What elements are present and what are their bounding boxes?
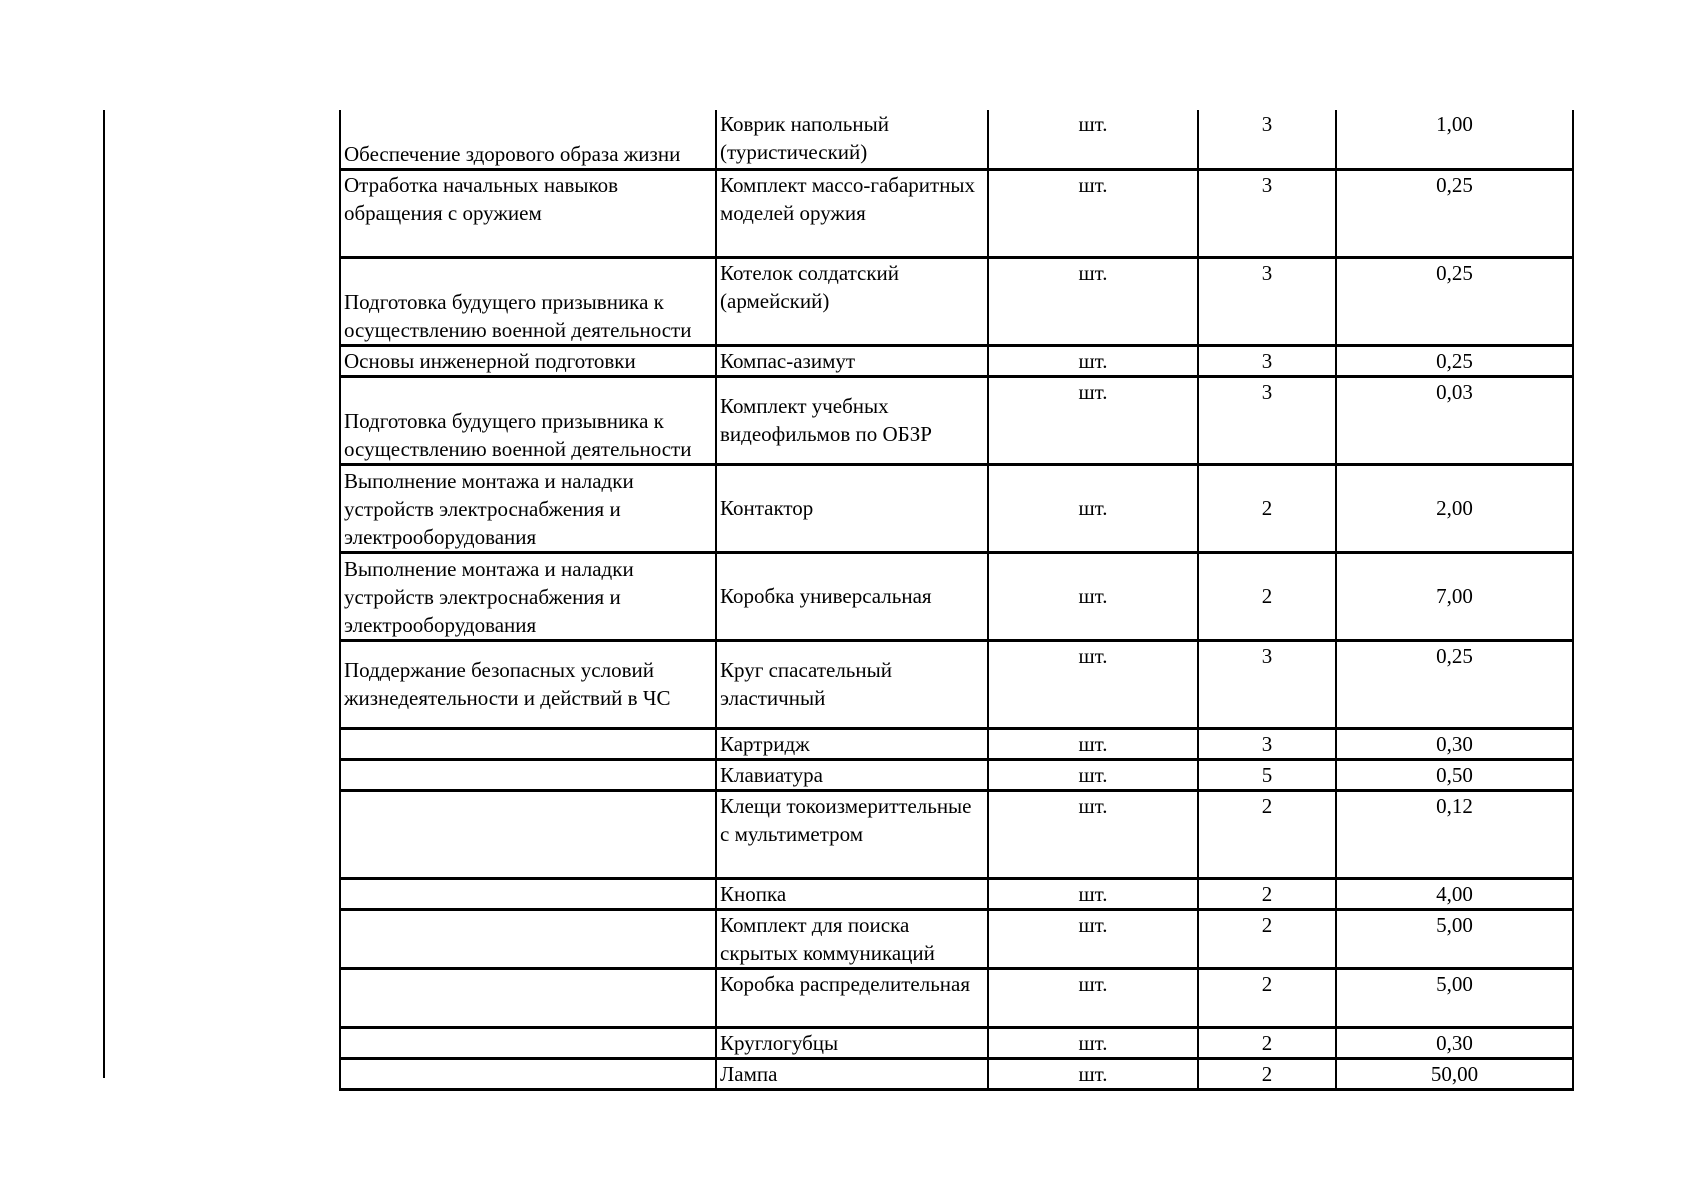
amount-cell: 0,50 <box>1336 759 1573 790</box>
unit-cell: шт. <box>988 257 1198 345</box>
equipment-table <box>339 110 1574 1091</box>
amount-cell: 50,00 <box>1336 1058 1573 1089</box>
unit-cell: шт. <box>988 345 1198 376</box>
quantity-cell: 3 <box>1198 728 1336 759</box>
quantity-cell: 2 <box>1198 464 1336 552</box>
amount-cell: 1,00 <box>1336 110 1573 169</box>
item-cell: Комплект учебных видеофильмов по ОБЗР <box>716 376 988 464</box>
quantity-cell: 3 <box>1198 169 1336 257</box>
section-cell: Основы инженерной подготовки <box>340 345 716 376</box>
section-cell: Подготовка будущего призывника к осуществлению военной деятельности <box>340 376 716 464</box>
amount-cell: 0,12 <box>1336 790 1573 878</box>
item-cell: Картридж <box>716 728 988 759</box>
item-cell: Коробка универсальная <box>716 552 988 640</box>
amount-cell: 5,00 <box>1336 909 1573 968</box>
item-cell: Лампа <box>716 1058 988 1089</box>
section-cell: Обеспечение здорового образа жизни <box>340 110 716 169</box>
item-cell: Компас-азимут <box>716 345 988 376</box>
table-row <box>340 968 1573 1027</box>
table-row <box>340 345 1573 376</box>
section-cell <box>340 759 716 790</box>
equipment-table-wrapper <box>339 110 1574 1091</box>
section-cell: Выполнение монтажа и наладки устройств электроснабжения и электрооборудования <box>340 552 716 640</box>
quantity-cell: 3 <box>1198 640 1336 728</box>
table-row <box>340 464 1573 552</box>
item-cell: Контактор <box>716 464 988 552</box>
amount-cell: 7,00 <box>1336 552 1573 640</box>
quantity-cell: 5 <box>1198 759 1336 790</box>
unit-cell: шт. <box>988 1027 1198 1058</box>
item-cell: Круг спасательный эластичный <box>716 640 988 728</box>
quantity-cell: 3 <box>1198 376 1336 464</box>
quantity-cell: 3 <box>1198 345 1336 376</box>
unit-cell: шт. <box>988 169 1198 257</box>
unit-cell: шт. <box>988 878 1198 909</box>
unit-cell: шт. <box>988 464 1198 552</box>
quantity-cell: 2 <box>1198 878 1336 909</box>
unit-cell: шт. <box>988 968 1198 1027</box>
unit-cell: шт. <box>988 1058 1198 1089</box>
unit-cell: шт. <box>988 640 1198 728</box>
amount-cell: 0,25 <box>1336 345 1573 376</box>
quantity-cell: 3 <box>1198 257 1336 345</box>
amount-cell: 2,00 <box>1336 464 1573 552</box>
table-row <box>340 640 1573 728</box>
item-cell: Комплект для поиска скрытых коммуникаций <box>716 909 988 968</box>
amount-cell: 0,30 <box>1336 1027 1573 1058</box>
table-row <box>340 759 1573 790</box>
section-cell: Отработка начальных навыков обращения с оружием <box>340 169 716 257</box>
section-cell <box>340 1058 716 1089</box>
quantity-cell: 2 <box>1198 909 1336 968</box>
table-row <box>340 376 1573 464</box>
amount-cell: 5,00 <box>1336 968 1573 1027</box>
table-row <box>340 552 1573 640</box>
section-cell <box>340 968 716 1027</box>
quantity-cell: 2 <box>1198 968 1336 1027</box>
quantity-cell: 2 <box>1198 790 1336 878</box>
table-row <box>340 169 1573 257</box>
quantity-cell: 3 <box>1198 110 1336 169</box>
unit-cell: шт. <box>988 909 1198 968</box>
item-cell: Комплект массо-габаритных моделей оружия <box>716 169 988 257</box>
quantity-cell: 2 <box>1198 1058 1336 1089</box>
table-row <box>340 110 1573 169</box>
left-margin-rule <box>103 110 105 1078</box>
section-cell: Подготовка будущего призывника к осуществлению военной деятельности <box>340 257 716 345</box>
table-row <box>340 790 1573 878</box>
unit-cell: шт. <box>988 728 1198 759</box>
section-cell <box>340 909 716 968</box>
section-cell <box>340 790 716 878</box>
section-cell <box>340 1027 716 1058</box>
table-row <box>340 878 1573 909</box>
section-cell: Поддержание безопасных условий жизнедеятельности и действий в ЧС <box>340 640 716 728</box>
section-cell <box>340 728 716 759</box>
item-cell: Клавиатура <box>716 759 988 790</box>
unit-cell: шт. <box>988 110 1198 169</box>
table-row <box>340 1058 1573 1089</box>
table-row <box>340 909 1573 968</box>
unit-cell: шт. <box>988 376 1198 464</box>
amount-cell: 4,00 <box>1336 878 1573 909</box>
amount-cell: 0,30 <box>1336 728 1573 759</box>
amount-cell: 0,25 <box>1336 169 1573 257</box>
table-row <box>340 1027 1573 1058</box>
quantity-cell: 2 <box>1198 552 1336 640</box>
quantity-cell: 2 <box>1198 1027 1336 1058</box>
item-cell: Коврик напольный (туристический) <box>716 110 988 169</box>
table-row <box>340 728 1573 759</box>
table-row <box>340 257 1573 345</box>
section-cell: Выполнение монтажа и наладки устройств электроснабжения и электрооборудования <box>340 464 716 552</box>
amount-cell: 0,25 <box>1336 257 1573 345</box>
item-cell: Коробка распределительная <box>716 968 988 1027</box>
item-cell: Круглогубцы <box>716 1027 988 1058</box>
item-cell: Кнопка <box>716 878 988 909</box>
unit-cell: шт. <box>988 552 1198 640</box>
amount-cell: 0,03 <box>1336 376 1573 464</box>
unit-cell: шт. <box>988 790 1198 878</box>
item-cell: Котелок солдатский (армейский) <box>716 257 988 345</box>
section-cell <box>340 878 716 909</box>
item-cell: Клещи токоизмериттельные с мультиметром <box>716 790 988 878</box>
unit-cell: шт. <box>988 759 1198 790</box>
amount-cell: 0,25 <box>1336 640 1573 728</box>
